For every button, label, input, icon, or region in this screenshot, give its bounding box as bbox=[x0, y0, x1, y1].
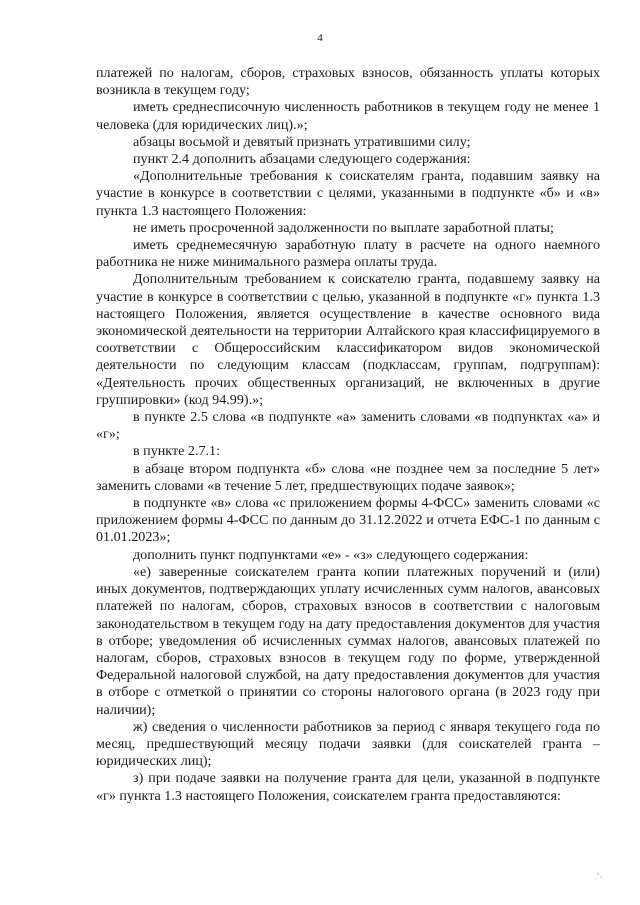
page-number: 4 bbox=[317, 32, 323, 44]
paragraph: ж) сведения о численности работников за период с января текущего года по месяц, предшествующий месяцу подачи заявки (для соискателей гранта – юридических лиц); bbox=[96, 718, 600, 770]
paragraph: «Дополнительные требования к соискателям гранта, подавшим заявку на участие в конкурсе в соответствии с целями, указанными в подпункте «б» и «в» пункта 1.3 настоящего Положения: bbox=[96, 168, 600, 219]
paragraph: пункт 2.4 дополнить абзацами следующего содержания: bbox=[133, 151, 471, 168]
paragraph: иметь среднесписочную численность работников в текущем году не менее 1 человека (для юридических лиц).»; bbox=[96, 99, 600, 133]
paragraph: не иметь просроченной задолженности по выплате заработной платы; bbox=[133, 219, 554, 236]
paragraph: з) при подаче заявки на получение гранта для цели, указанной в подпункте «г» пункта 1.3 настоящего Положения, соискателем гранта предоставляются: bbox=[96, 770, 600, 804]
paragraph: в пункте 2.5 слова «в подпункте «а» заменить словами «в подпунктах «а» и «г»; bbox=[96, 409, 600, 443]
paragraph: «е) заверенные соискателем гранта копии платежных поручений и (или) иных документов, подтверждающих уплату исчисленных сумм налогов, авансовых платежей по налогам, сборов, страховых взносов в соответствии с налоговым законодательством в текущем году на дату предоставления документов для участия в отборе; уведомления об исчисленных суммах налогов, авансовых платежей по налогам, сборов, страховых взносов в текущем году по форме, утвержденной Федеральной налоговой службой, на дату предоставления документов для участия в отборе с отметкой о принятии со стороны налогового органа (в 2023 году при наличии); bbox=[96, 563, 600, 718]
paragraph: в пункте 2.7.1: bbox=[133, 443, 221, 460]
document-body bbox=[96, 65, 600, 805]
paragraph: Дополнительным требованием к соискателю гранта, подавшему заявку на участие в конкурсе в соответствии с целью, указанной в подпункте «г» пункта 1.3 настоящего Положения, является осуществление в качестве основного вида экономической деятельности на территории Алтайского края классифицируемого в соответствии с Общероссийским классификатором видов экономической деятельности по следующим классам (подклассам, группам, подгруппам): «Деятельность прочих общественных организаций, не включенных в другие группировки» (код 94.99).»; bbox=[96, 271, 600, 408]
paragraph: платежей по налогам, сборов, страховых взносов, обязанность уплаты которых возникла в текущем году; bbox=[96, 65, 600, 99]
paragraph: дополнить пункт подпунктами «е» - «з» следующего содержания: bbox=[133, 546, 529, 563]
paragraph: в подпункте «в» слова «с приложением формы 4-ФСС» заменить словами «с приложением формы 4-ФСС по данным до 31.12.2022 и отчета ЕФС-1 по данным с 01.01.2023»; bbox=[96, 495, 600, 546]
paragraph: в абзаце втором подпункта «б» слова «не позднее чем за последние 5 лет» заменить словами «в течение 5 лет, предшествующих подаче заявок»; bbox=[96, 460, 600, 494]
paragraph: иметь среднемесячную заработную плату в расчете на одного наемного работника не ниже минимального размера оплаты труда. bbox=[96, 237, 600, 271]
scan-artifact-mark bbox=[584, 862, 608, 886]
paragraph: абзацы восьмой и девятый признать утратившими силу; bbox=[133, 133, 471, 150]
